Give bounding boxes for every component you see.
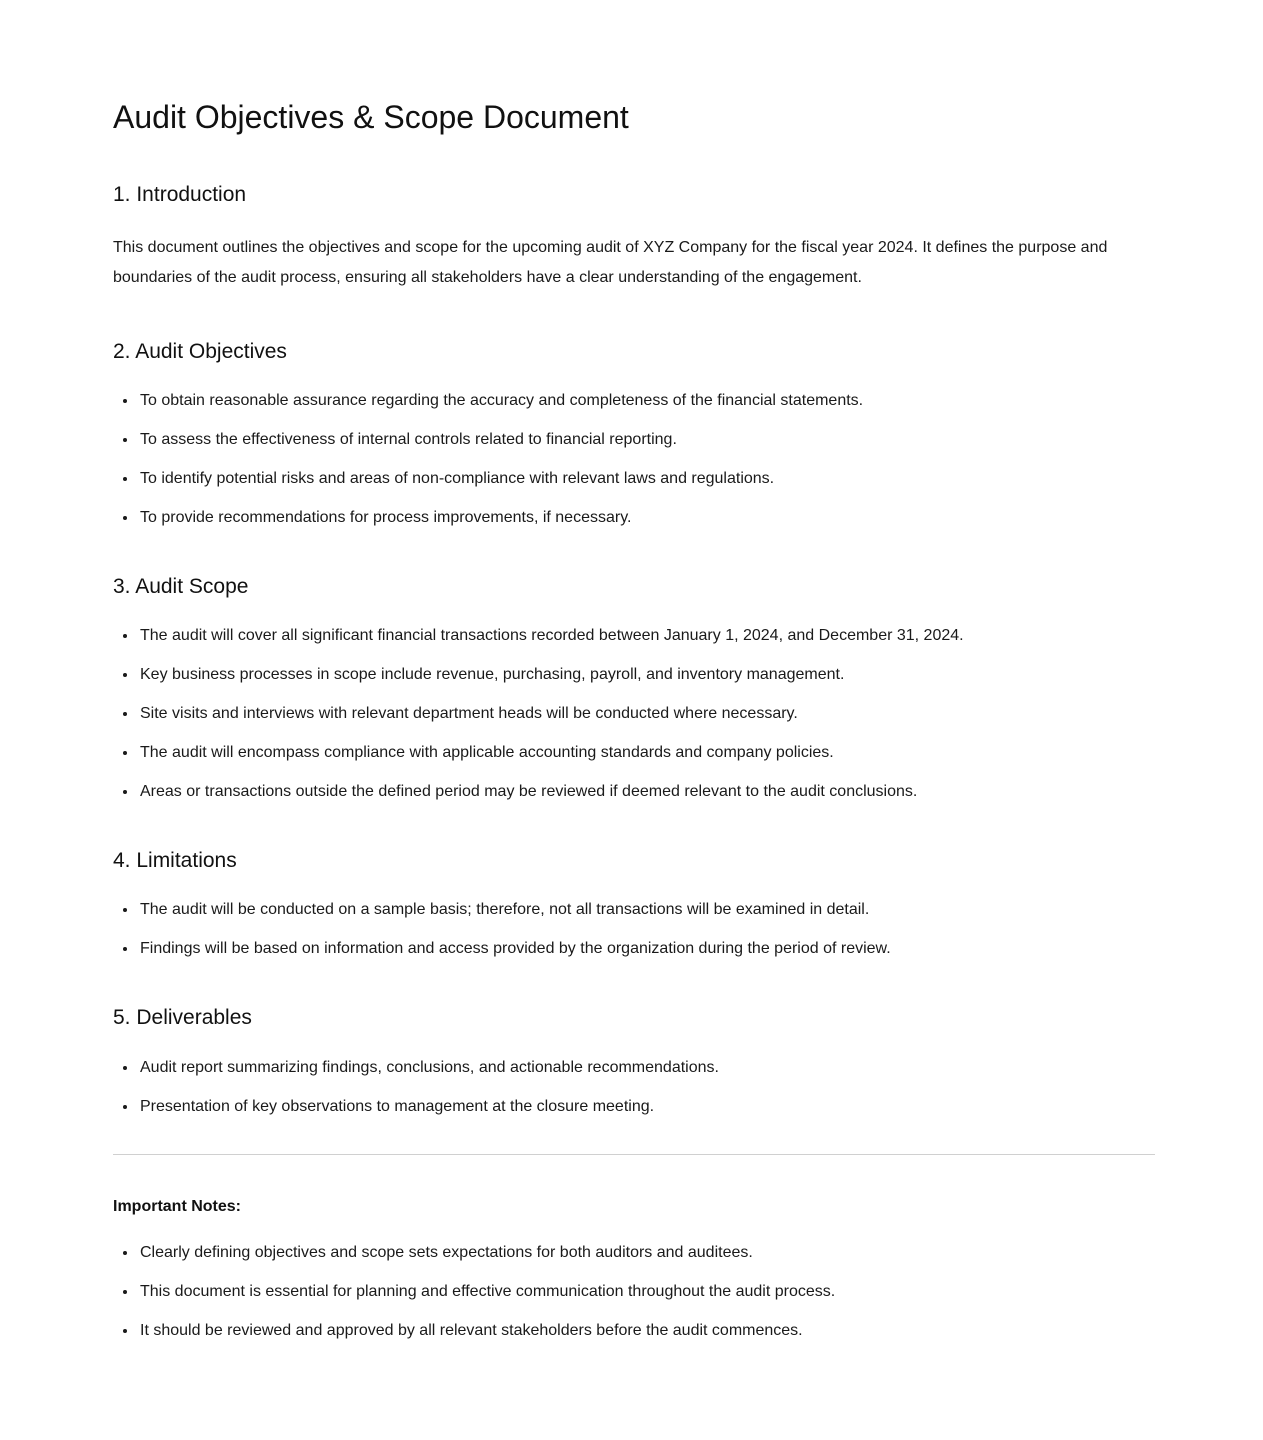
list-item: • To obtain reasonable assurance regarding the accuracy and completeness of the financial statements.	[138, 391, 1155, 411]
list-item: • Key business processes in scope include revenue, purchasing, payroll, and inventory management.	[138, 665, 1155, 685]
list-item: • It should be reviewed and approved by all relevant stakeholders before the audit commences.	[138, 1321, 1155, 1341]
section-heading-introduction: 1. Introduction	[113, 183, 247, 207]
audit-scope-list	[113, 626, 1155, 802]
section-divider	[113, 1154, 1155, 1155]
section-heading-audit-objectives: 2. Audit Objectives	[113, 339, 287, 363]
list-item: • Findings will be based on information and access provided by the organization during the period of review.	[138, 939, 1155, 959]
important-notes-list	[113, 1243, 1155, 1341]
document-title: Audit Objectives & Scope Document	[113, 99, 629, 135]
list-item: • The audit will cover all significant financial transactions recorded between January 1, 2024, and December 31, 2024.	[138, 626, 1155, 646]
section-heading-audit-scope: 3. Audit Scope	[113, 574, 249, 598]
section-heading-limitations: 4. Limitations	[113, 849, 237, 873]
introduction-paragraph: This document outlines the objectives and scope for the upcoming audit of XYZ Company for the fiscal year 2024. It defines the purpose and boundaries of the audit process, ensuring all stakeholders have a clear understanding of the engagement.	[113, 238, 1108, 286]
important-notes-heading: Important Notes:	[113, 1197, 241, 1215]
limitations-list	[113, 900, 1155, 959]
list-item: • Areas or transactions outside the defined period may be reviewed if deemed relevant to the audit conclusions.	[138, 782, 1155, 802]
list-item: • To assess the effectiveness of internal controls related to financial reporting.	[138, 430, 1155, 450]
list-item: • The audit will encompass compliance with applicable accounting standards and company policies.	[138, 743, 1155, 763]
list-item: • The audit will be conducted on a sample basis; therefore, not all transactions will be examined in detail.	[138, 900, 1155, 920]
list-item: • To identify potential risks and areas of non-compliance with relevant laws and regulations.	[138, 469, 1155, 489]
list-item: • Audit report summarizing findings, conclusions, and actionable recommendations.	[138, 1058, 1155, 1078]
section-heading-deliverables: 5. Deliverables	[113, 1006, 252, 1030]
list-item: • To provide recommendations for process improvements, if necessary.	[138, 508, 1155, 528]
list-item: • This document is essential for planning and effective communication throughout the audit process.	[138, 1282, 1155, 1302]
deliverables-list	[113, 1058, 1155, 1117]
list-item: • Site visits and interviews with relevant department heads will be conducted where necessary.	[138, 704, 1155, 724]
list-item: • Clearly defining objectives and scope sets expectations for both auditors and auditees.	[138, 1243, 1155, 1263]
audit-objectives-list	[113, 391, 1155, 528]
list-item: • Presentation of key observations to management at the closure meeting.	[138, 1097, 1155, 1117]
